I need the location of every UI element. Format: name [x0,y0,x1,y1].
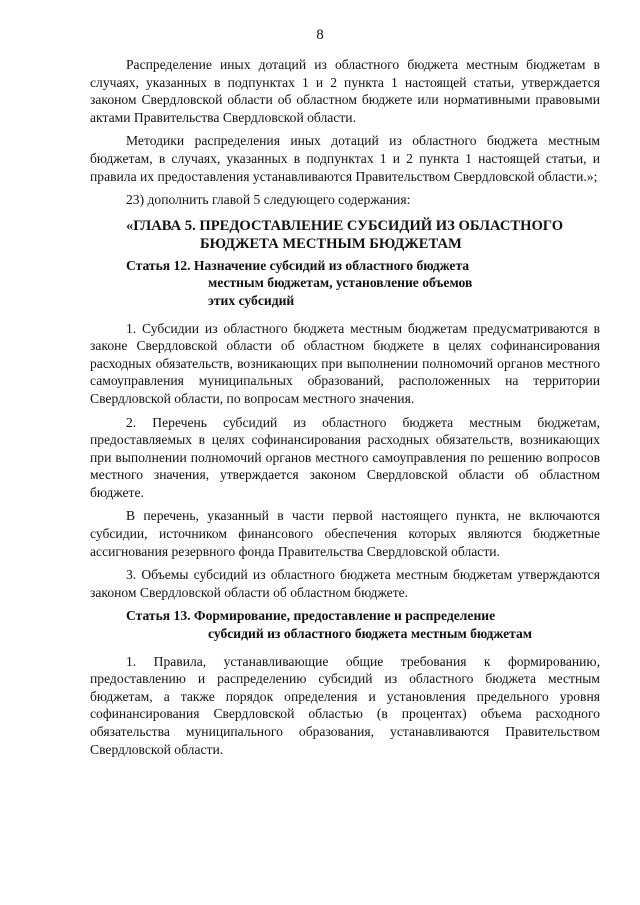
article-12-heading-line1: Статья 12. Назначение субсидий из областного бюджета [126,257,470,273]
chapter-title [90,217,600,253]
article-12-paragraph: В перечень, указанный в части первой настоящего пункта, не включаются субсидии, источником финансового обеспечения которых являются бюджетные ассигнования резервного фонда Правительства Свердловской области. [90,508,600,559]
article-12-paragraph: 2. Перечень субсидий из областного бюджета местным бюджетам, предоставляемых в целях софинансирования расходных обязательств, возникающих при выполнении полномочий органов местного самоуправления по решению вопросов местного значения, утверждается законом Свердловской области об областном бюджете. [90,414,600,500]
paragraph: Методики распределения иных дотаций из областного бюджета местным бюджетам, в случаях, указанных в подпунктах 1 и 2 пункта 1 настоящей статьи, и правила их предоставления устанавливаются Правительством Свердловской области.»; [90,133,600,184]
article-13-paragraph: 1. Правила, устанавливающие общие требования к формированию, предоставлению и распределению субсидий из областного бюджета местным бюджетам, а также порядок определения и установления предельного уровня софинансирования Свердловской областью (в процентах) объема расходного обязательства муниципального образования, устанавливаются Правительством Свердловской области. [90,653,600,757]
paragraph: 23) дополнить главой 5 следующего содержания: [126,192,411,208]
article-13-heading [90,607,600,642]
article-12-paragraph: 1. Субсидии из областного бюджета местным бюджетам предусматриваются в законе Свердловской области об областном бюджете в целях софинансирования расходных обязательств, возникающих при выполнении полномочий органов местного самоуправления муниципальных образований, расположенных на территории Свердловской области, по вопросам местного значения. [90,320,600,406]
article-13-heading-line1: Статья 13. Формирование, предоставление и распределение [126,608,496,624]
article-12-paragraph: 3. Объемы субсидий из областного бюджета местным бюджетам утверждаются законом Свердловской области об областном бюджете. [90,567,600,600]
document-body [90,56,600,764]
paragraph: Распределение иных дотаций из областного бюджета местным бюджетам в случаях, указанных в подпунктах 1 и 2 пункта 1 настоящей статьи, утверждается законом Свердловской области об областном бюджете или нормативными правовыми актами Правительства Свердловской области. [90,57,600,125]
chapter-title-line1: «ГЛАВА 5. ПРЕДОСТАВЛЕНИЕ СУБСИДИЙ ИЗ ОБЛАСТНОГО [126,217,564,234]
chapter-title-line2: БЮДЖЕТА МЕСТНЫМ БЮДЖЕТАМ [200,235,462,252]
article-13-heading-line2: субсидий из областного бюджета местным бюджетам [208,626,533,642]
article-12-heading-line3: этих субсидий [208,292,295,308]
article-12-heading-line2: местным бюджетам, установление объемов [208,275,473,291]
article-12-heading [90,257,600,310]
page-number: 8 [316,27,324,43]
